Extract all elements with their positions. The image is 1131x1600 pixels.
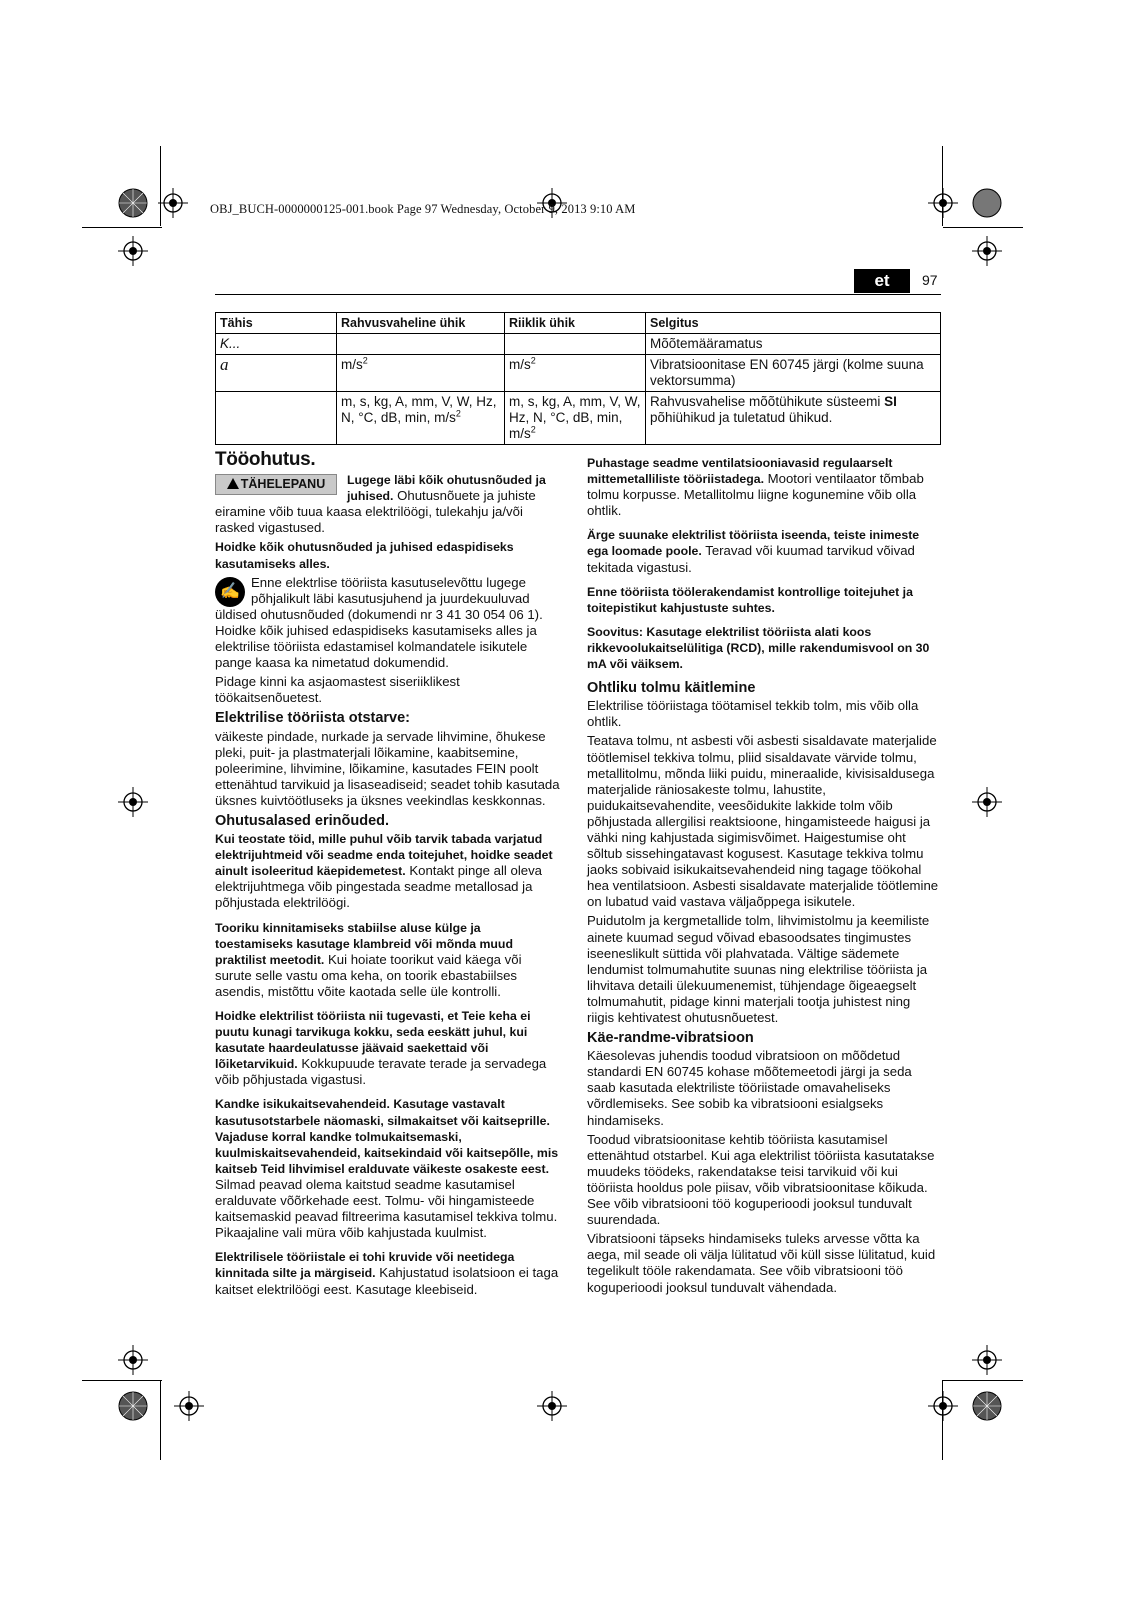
- table-cell: a: [216, 355, 337, 392]
- table-cell: Vibratsioonitase EN 60745 järgi (kolme suuna vektorsumma): [646, 355, 941, 392]
- unit-exponent: 2: [530, 424, 536, 435]
- keep-instructions-text: Hoidke kõik ohutusnõuded ja juhised edaspidiseks kasutamiseks alles.: [215, 540, 514, 571]
- page-number: 97: [922, 272, 938, 288]
- registration-sunburst-icon: [118, 1391, 148, 1421]
- safety-paragraph: [587, 624, 941, 672]
- table-cell: [505, 334, 646, 355]
- safety-paragraph: [215, 831, 561, 911]
- safety-bold: Elektrilisele tööriistale ei tohi kruvide või neetidega kinnitada silte ja märgiseid.: [215, 1250, 515, 1281]
- cell-text: Rahvusvahelise mõõtühikute süsteemi: [650, 394, 885, 409]
- safety-bold: Kandke isikukaitsevahendeid. Kasutage vastavalt kasutusotstarbele näomaski, silmakaitset või kaitseprille. Vajaduse korral kandke tolmukaitsemaski, kuulmiskaitsevahendeid, kaitsekindaid või kaitsepõlle, mis kaitseb Teid lihvimisel eralduvate väikeste osakeste eest.: [215, 1097, 559, 1176]
- safety-bold: Tooriku kinnitamiseks stabiilse aluse külge ja toestamiseks kasutage klambreid või mõnda muud praktilist meetodit.: [215, 920, 513, 967]
- crop-line: [943, 227, 1023, 228]
- safety-bold: Puhastage seadme ventilatsiooniavasid regulaarselt mittemetalliliste tööriistadega.: [587, 456, 893, 487]
- registration-crosshair-icon: [118, 236, 148, 266]
- safety-paragraph: [215, 1008, 561, 1088]
- table-header-cell: Selgitus: [646, 313, 941, 334]
- registration-crosshair-icon: [537, 1391, 567, 1421]
- safety-text: Mootori ventilaator tõmbab tolmu korpusse. Metallitolmu liigne kogunemine võib olla ohtlik.: [587, 471, 924, 519]
- safety-text: Kahjustatud isolatsioon ei taga kaitset elektrilöögi eest. Kasutage kleebiseid.: [215, 1265, 559, 1297]
- units-table: [215, 312, 941, 445]
- table-cell: Mõõtemääramatus: [646, 334, 941, 355]
- safety-paragraph: [215, 920, 561, 1000]
- registration-sunburst-icon: [972, 1391, 1002, 1421]
- safety-paragraph: [215, 1096, 561, 1241]
- table-header-cell: Rahvusvaheline ühik: [337, 313, 505, 334]
- table-header-cell: Tähis: [216, 313, 337, 334]
- left-column: [215, 449, 561, 1306]
- table-header-cell: Riiklik ühik: [505, 313, 646, 334]
- registration-crosshair-icon: [174, 1391, 204, 1421]
- warning-triangle-icon: [227, 478, 239, 489]
- cell-text: põhiühikud ja tuletatud ühikud.: [650, 410, 833, 425]
- safety-text: Silmad peavad olema kaitstud seadme kasutamisel eralduvate võõrkehade eest. Tolmu- või hingamisteede kaitsemaskid peavad filtreerima kasutamisel tekkiva tolmu. Pikaajaline vali müra võib kahjustada kuulmist.: [215, 1176, 558, 1241]
- warning-badge-label: TÄHELEPANU: [240, 477, 326, 492]
- registration-sunburst-icon: [118, 188, 148, 218]
- safety-bold: Hoidke elektrilist tööriista nii tugevasti, et Teie keha ei puutu kunagi tarvikuga kokku, seda eeskätt juhul, kui kasutate haardeulatusse jäävaid saekettaid või lõiketarvikuid.: [215, 1009, 531, 1072]
- unit-text: m, s, kg, A, mm, V, W, Hz, N, °C, dB, min, m/s: [341, 394, 497, 425]
- table-row: [216, 334, 941, 355]
- table-row: [216, 392, 941, 445]
- safety-bold: Ärge suunake elektrilist tööriista iseenda, teiste inimeste ega loomade poole.: [587, 528, 920, 559]
- read-manual-block: [215, 575, 561, 672]
- table-cell: [337, 355, 505, 392]
- vibration-paragraph: Toodud vibratsioonitase kehtib tööriista kasutamisel ettenähtud otstarbel. Kui aga elektrilist tööriista kasutatakse muudeks töödeks, rakendatakse teisi tarvikuid või kui tööriista hooldus pole piisav, võib vibratsioonitase kõikuda. See võib vibratsiooni töö koguperioodi jooksul tunduvalt suurendada.: [587, 1131, 935, 1228]
- right-column: [587, 455, 941, 1299]
- registration-crosshair-icon: [928, 1391, 958, 1421]
- registration-crosshair-icon: [928, 188, 958, 218]
- unit-text: m, s, kg, A, mm, V, W, Hz, N, °C, dB, min, m/s: [509, 394, 641, 441]
- safety-text: Kui hoiate toorikut vaid käega või surute selle vastu oma keha, on toorik ebastabiilses asendis, mistõttu võite kaotada selle üle kontrolli.: [215, 951, 522, 999]
- registration-crosshair-icon: [118, 787, 148, 817]
- read-manual-icon: ✍: [215, 577, 245, 607]
- unit-exponent: 2: [530, 355, 536, 366]
- print-header-line: OBJ_BUCH-0000000125-001.book Page 97 Wednesday, October 9, 2013 9:10 AM: [210, 202, 636, 216]
- use-heading: Elektrilise tööriista otstarve:: [215, 710, 411, 727]
- safety-paragraph: [587, 455, 941, 519]
- language-badge: et: [854, 269, 910, 293]
- registration-crosshair-icon: [158, 188, 188, 218]
- safety-bold: Kui teostate töid, mille puhul võib tarvik tabada varjatud elektrijuhtmeid või seadme enda toitejuhet, hoidke seadet ainult isoleeritud käepidemetest.: [215, 832, 553, 879]
- section-title: Tööohutus.: [215, 449, 316, 470]
- use-text: väikeste pindade, nurkade ja servade lihvimine, õhukese pleki, puit- ja plastmaterjali lõikamine, kaabitsemine, poleerimine, lihvimine, lõikamine, kasutades FEIN poolt ettenähtud tarvikuid ja lisaseadiseid; seadet tohib kasutada üksnes kuivtöötluseks ja üksnes veekindlas keskkonnas.: [215, 728, 560, 808]
- table-header-row: [216, 313, 941, 334]
- table-cell: [505, 355, 646, 392]
- crop-line: [82, 1380, 162, 1381]
- dust-paragraph: Puidutolm ja kergmetallide tolm, lihvimistolmu ja keemiliste ainete kuumad segud võivad ebasoodsates tingimustes iseeneslikult süttida või plahvatada. Vältige sädemete lendumist tolmumahutite suunas ning elektrilise tööriista ja lihvitava detaili ülekuumenemist, tühjendage õigeaegselt tolmumahutit, pidage kinni materjali tootja juhistest ning riigis kehtivatest ohutusnõuetest.: [587, 913, 930, 1025]
- cell-bold-text: SI: [884, 394, 897, 409]
- vibration-paragraph: Vibratsiooni täpseks hindamiseks tuleks arvesse võtta ka aega, mil seade oli välja lülitatud või küll sisse lülitatud, kuid tegelikult tööle rakendamata. See võib vibratsiooni töö koguperioodi jooksul tunduvalt vähendada.: [587, 1231, 936, 1295]
- safety-text: Kokkupuude teravate terade ja servadega võib põhjustada vigastusi.: [215, 1056, 547, 1088]
- unit-text: m/s: [341, 357, 363, 372]
- warning-badge: [215, 474, 337, 495]
- read-manual-text: Enne elektrlise tööriista kasutuselevõttu lugege põhjalikult läbi kasutusjuhend ja juurdekuuluvad üldised ohutusnõuded (dokumendi nr 3 41 30 054 06 1). Hoidke kõik juhised edaspidiseks kasutamiseks alles ja elektrilise tööriista edastamisel kolmandatele isikutele pange kaasa ka nimetatud dokumendid.: [215, 574, 543, 671]
- unit-exponent: 2: [455, 408, 461, 419]
- registration-crosshair-icon: [118, 1345, 148, 1375]
- special-heading: Ohutusalased erinõuded.: [215, 812, 390, 829]
- warning-bold-text: Lugege läbi kõik ohutusnõuded ja juhised.: [347, 473, 546, 504]
- registration-crosshair-icon: [972, 1345, 1002, 1375]
- registration-disc-icon: [972, 188, 1002, 218]
- table-cell: [505, 392, 646, 445]
- table-cell: [216, 392, 337, 445]
- table-row: [216, 355, 941, 392]
- dust-paragraph: Teatava tolmu, nt asbesti või asbesti sisaldavate materjalide töötlemisel tekkiva tolmu, pliid sisaldavate värvide tolmu, metallitolmu, mõnda liiki puidu, mineraalide, kivisisaldusega materjalide räniosakeste tolmu, lahustite, puidukaitsevahendite, veesõidukite lakkide tolm võib põhjustada allergilisi reaktsioone, hingamisteede haigusi ja vähki ning kahjustada sigimisvõimet. Haigestumise oht sõltub sissehingatavast kogusest. Kasutage tekkiva tolmu jaoks sobivaid isikukaitsevahendeid ning tagage töökohal hea ventilatsioon. Asbesti sisaldavate materjalide töötlemine on lubatud vaid vastava väljaõppega isikutele.: [587, 733, 939, 910]
- local-rules-text: Pidage kinni ka asjaomastest siseriiklikest töökaitsenõuetest.: [215, 674, 460, 706]
- crop-line: [943, 1380, 1023, 1381]
- vibration-paragraph: Käesolevas juhendis toodud vibratsioon on mõõdetud standardi EN 60745 kohase mõõtemeetodi järgi ja seda saab kasutada elektriliste tööriistade omavaheliseks võrdlemiseks. See sobib ka vibratsiooni esialgseks hindamiseks.: [587, 1048, 912, 1128]
- table-cell: [337, 392, 505, 445]
- warning-block: [215, 472, 561, 536]
- table-cell: K...: [216, 334, 337, 355]
- registration-crosshair-icon: [972, 236, 1002, 266]
- dust-heading: Ohtliku tolmu käitlemine: [587, 680, 756, 697]
- safety-text: Kontakt pinge all oleva elektrijuhtmega võib pingestada seadme metallosad ja põhjustada elektrilöögi.: [215, 863, 543, 911]
- dust-paragraph: Elektrilise tööriistaga töötamisel tekkib tolm, mis võib olla ohtlik.: [587, 698, 919, 730]
- safety-bold: Soovitus: Kasutage elektrilist tööriista alati koos rikkevoolukaitselülitiga (RCD), mille rakendumisvool on 30 mA või väiksem.: [587, 624, 930, 672]
- warning-text: Ohutusnõuete ja juhiste eiramine võib tuua kaasa elektrilöögi, tulekahju ja/või rasked vigastused.: [215, 488, 536, 536]
- crop-line: [160, 1380, 161, 1460]
- safety-text: Teravad või kuumad tarvikud võivad tekitada vigastusi.: [587, 543, 915, 575]
- safety-paragraph: [587, 584, 941, 616]
- registration-crosshair-icon: [972, 787, 1002, 817]
- safety-paragraph: [587, 527, 941, 575]
- safety-bold: Enne tööriista töölerakendamist kontrollige toitejuhet ja toitepistikut kahjustuste suhtes.: [587, 584, 913, 615]
- table-cell: [646, 392, 941, 445]
- unit-exponent: 2: [362, 355, 368, 366]
- safety-paragraph: [215, 1249, 561, 1297]
- header-rule: [215, 294, 941, 295]
- unit-text: m/s: [509, 357, 531, 372]
- vibration-heading: Käe-randme-vibratsioon: [587, 1030, 754, 1047]
- crop-line: [82, 227, 162, 228]
- table-cell: [337, 334, 505, 355]
